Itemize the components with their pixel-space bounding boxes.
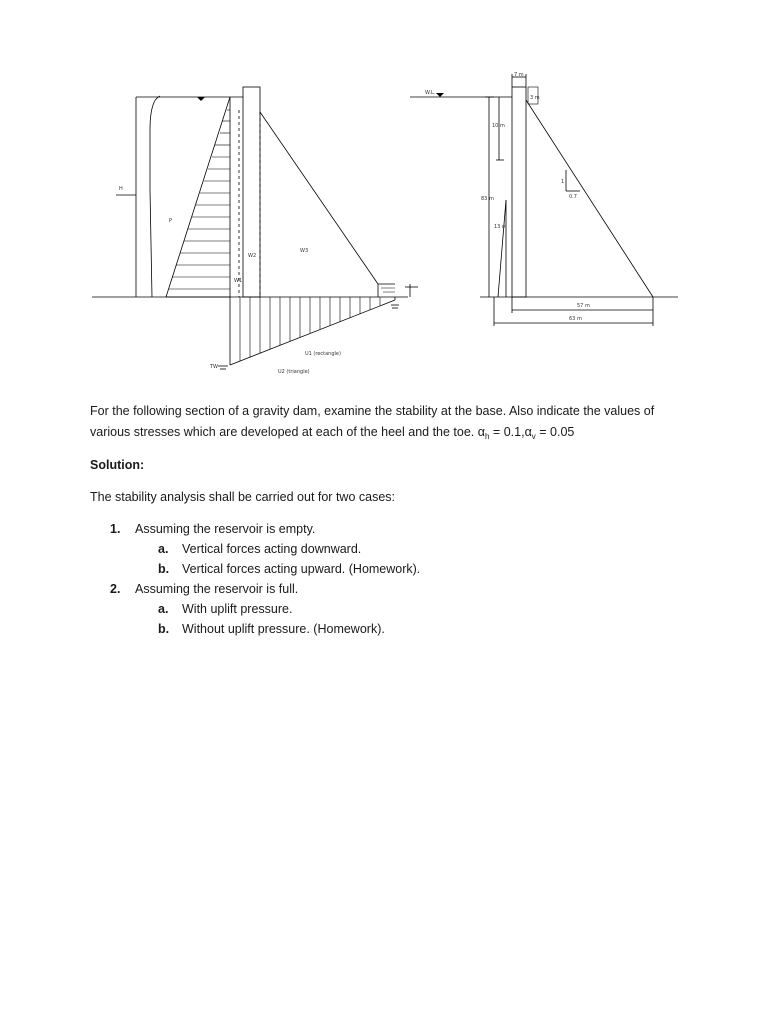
right-dam-diagram bbox=[410, 74, 678, 326]
label-base-total: 63 m bbox=[569, 316, 582, 322]
left-dam-diagram bbox=[92, 87, 418, 369]
list-item: a. Vertical forces acting downward. bbox=[158, 542, 362, 556]
label-w2: W2 bbox=[248, 253, 257, 259]
label-height-total: 83 m bbox=[481, 196, 494, 202]
label-height-lower: 13 m bbox=[494, 224, 507, 230]
dam-figure bbox=[0, 0, 768, 390]
alpha-h: $\alpha_h = 0.1$, bbox=[477, 425, 525, 441]
label-u2: U2 (triangle) bbox=[278, 369, 310, 375]
cases-list bbox=[110, 519, 420, 639]
alpha-v: $\alpha_v = 0.05$ bbox=[524, 425, 575, 441]
problem-statement bbox=[90, 401, 680, 444]
label-wl: W.L. bbox=[425, 90, 436, 96]
list-item: b. Vertical forces acting upward. (Homework). bbox=[158, 562, 421, 576]
label-tw: TW bbox=[210, 364, 218, 370]
label-w1: W1 bbox=[234, 278, 243, 284]
label-u1: U1 (rectangle) bbox=[305, 351, 341, 357]
label-freeboard: 3 m bbox=[530, 95, 540, 101]
right-dam-labels bbox=[425, 72, 590, 322]
solution-heading: Solution: bbox=[90, 458, 145, 472]
label-top-width: 7 m bbox=[514, 72, 524, 78]
label-base-inner: 57 m bbox=[577, 303, 590, 309]
intro-text: The stability analysis shall be carried out for two cases: bbox=[90, 490, 395, 504]
list-item: b. Without uplift pressure. (Homework). bbox=[158, 622, 385, 636]
label-h: H bbox=[119, 186, 123, 192]
label-height-upper: 10 m bbox=[492, 123, 505, 129]
label-p: P bbox=[169, 218, 173, 224]
label-w3: W3 bbox=[300, 248, 309, 254]
label-slope-v: 1 bbox=[561, 179, 565, 185]
list-item: 2. Assuming the reservoir is full. bbox=[110, 582, 299, 596]
list-item: a. With uplift pressure. bbox=[158, 602, 293, 616]
list-item: 1. Assuming the reservoir is empty. bbox=[110, 522, 316, 536]
problem-text: For the following section of a gravity dam, examine the stability at the base. Also indicate the values of various stresses which are developed at each of the heel and the toe. bbox=[90, 404, 655, 439]
label-slope-h: 0.7 bbox=[569, 194, 577, 200]
